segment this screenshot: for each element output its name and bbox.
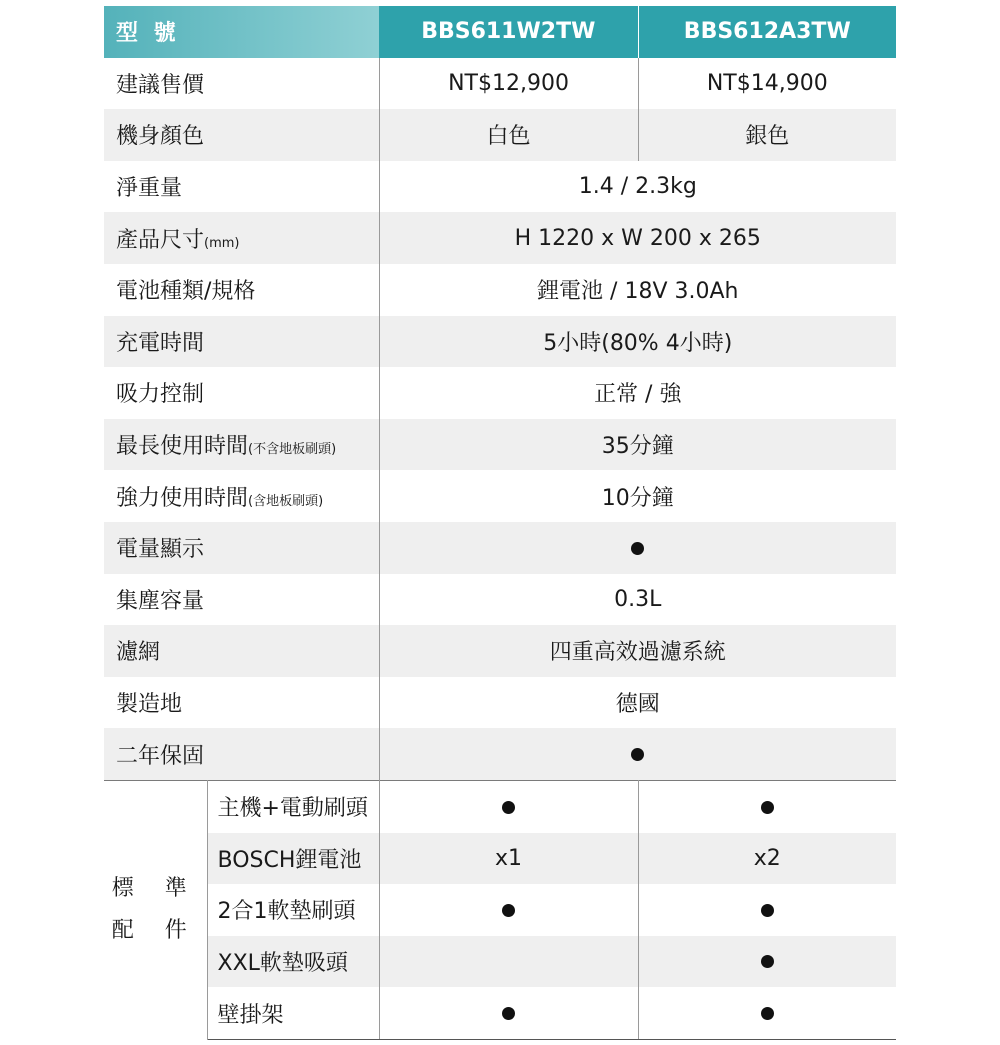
accessory-model-2: x2 bbox=[638, 833, 896, 885]
max-time-label-text: 最長使用時間 bbox=[116, 434, 249, 460]
power-time-label-text: 強力使用時間 bbox=[116, 485, 249, 511]
battery-label: 電池種類/規格 bbox=[104, 264, 379, 316]
included-dot-icon bbox=[761, 904, 774, 917]
accessories-group-line-1: 標 準 bbox=[111, 876, 199, 902]
origin-label: 製造地 bbox=[104, 677, 379, 729]
max-time-label-note: (不含地板刷頭) bbox=[248, 442, 337, 458]
model-1-header: BBS611W2TW bbox=[379, 6, 638, 58]
dust-value: 0.3L bbox=[614, 586, 662, 612]
size-value: H 1220 x W 200 x 265 bbox=[379, 212, 896, 264]
accessory-label: 2合1軟墊刷頭 bbox=[207, 884, 379, 936]
accessory-model-2 bbox=[638, 987, 896, 1039]
accessory-model-1: x1 bbox=[379, 833, 638, 885]
color-model-1: 白色 bbox=[379, 109, 638, 161]
accessory-model-1 bbox=[379, 987, 638, 1039]
dust-label: 集塵容量 bbox=[104, 574, 379, 626]
accessory-model-1 bbox=[379, 936, 638, 988]
spec-row-charge bbox=[104, 316, 896, 368]
origin-value: 德國 bbox=[615, 692, 660, 718]
accessories-group-label bbox=[104, 780, 207, 1039]
max-time-value: 35分鐘 bbox=[379, 419, 896, 471]
spec-row-origin bbox=[104, 677, 896, 729]
spec-row-indicator bbox=[104, 522, 896, 574]
accessories-group-line-2: 配 件 bbox=[111, 918, 199, 944]
power-time-label bbox=[104, 470, 379, 522]
size-label-text: 產品尺寸 bbox=[116, 227, 205, 253]
included-dot-icon bbox=[761, 955, 774, 968]
accessory-label: XXL軟墊吸頭 bbox=[207, 936, 379, 988]
accessory-row bbox=[104, 780, 896, 832]
power-time-label-note: (含地板刷頭) bbox=[248, 493, 324, 509]
price-model-2: NT$14,900 bbox=[706, 70, 828, 96]
spec-row-power-time bbox=[104, 470, 896, 522]
weight-value: 1.4 / 2.3kg bbox=[578, 174, 697, 200]
included-dot-icon bbox=[761, 801, 774, 814]
header-label: 型 號 bbox=[104, 6, 379, 58]
accessory-label: BOSCH鋰電池 bbox=[207, 833, 379, 885]
spec-row-filter bbox=[104, 625, 896, 677]
filter-label: 濾網 bbox=[104, 625, 379, 677]
power-time-value: 10分鐘 bbox=[601, 485, 674, 511]
size-label-note: (mm) bbox=[204, 235, 240, 251]
included-dot-icon bbox=[502, 904, 515, 917]
header-row bbox=[104, 6, 896, 58]
accessory-label: 壁掛架 bbox=[207, 987, 379, 1039]
spec-row-suction bbox=[104, 367, 896, 419]
accessory-label: 主機+電動刷頭 bbox=[207, 780, 379, 832]
spec-row-dust bbox=[104, 574, 896, 626]
color-model-2: 銀色 bbox=[638, 109, 896, 161]
battery-value: 鋰電池 / 18V 3.0Ah bbox=[537, 279, 739, 305]
spec-table bbox=[104, 6, 896, 1040]
indicator-label: 電量顯示 bbox=[104, 522, 379, 574]
included-dot-icon bbox=[502, 801, 515, 814]
spec-row-warranty bbox=[104, 728, 896, 780]
spec-row-color bbox=[104, 109, 896, 161]
accessory-model-2 bbox=[638, 936, 896, 988]
size-label bbox=[104, 212, 379, 264]
accessory-model-1 bbox=[379, 884, 638, 936]
suction-value: 正常 / 強 bbox=[594, 382, 682, 408]
accessory-model-2 bbox=[638, 780, 896, 832]
included-dot-icon bbox=[761, 1007, 774, 1020]
accessory-row bbox=[104, 987, 896, 1039]
price-label: 建議售價 bbox=[104, 58, 379, 110]
spec-row-battery bbox=[104, 264, 896, 316]
charge-label: 充電時間 bbox=[104, 316, 379, 368]
accessory-row bbox=[104, 936, 896, 988]
weight-label: 淨重量 bbox=[104, 161, 379, 213]
included-dot-icon bbox=[502, 1007, 515, 1020]
suction-label: 吸力控制 bbox=[104, 367, 379, 419]
accessory-model-2 bbox=[638, 884, 896, 936]
charge-value: 5小時(80% 4小時) bbox=[379, 316, 896, 368]
spec-row-size bbox=[104, 212, 896, 264]
price-model-1: NT$12,900 bbox=[379, 58, 638, 110]
included-dot-icon bbox=[631, 748, 644, 761]
included-dot-icon bbox=[631, 542, 644, 555]
accessory-row bbox=[104, 833, 896, 885]
spec-row-max-time bbox=[104, 419, 896, 471]
accessory-row bbox=[104, 884, 896, 936]
max-time-label bbox=[104, 419, 379, 471]
warranty-label: 二年保固 bbox=[104, 728, 379, 780]
spec-row-weight bbox=[104, 161, 896, 213]
indicator-value bbox=[379, 522, 896, 574]
warranty-value bbox=[379, 728, 896, 780]
spec-row-price bbox=[104, 58, 896, 110]
accessory-model-1 bbox=[379, 780, 638, 832]
color-label: 機身顏色 bbox=[104, 109, 379, 161]
filter-value: 四重高效過濾系統 bbox=[379, 625, 896, 677]
model-2-header: BBS612A3TW bbox=[638, 6, 896, 58]
